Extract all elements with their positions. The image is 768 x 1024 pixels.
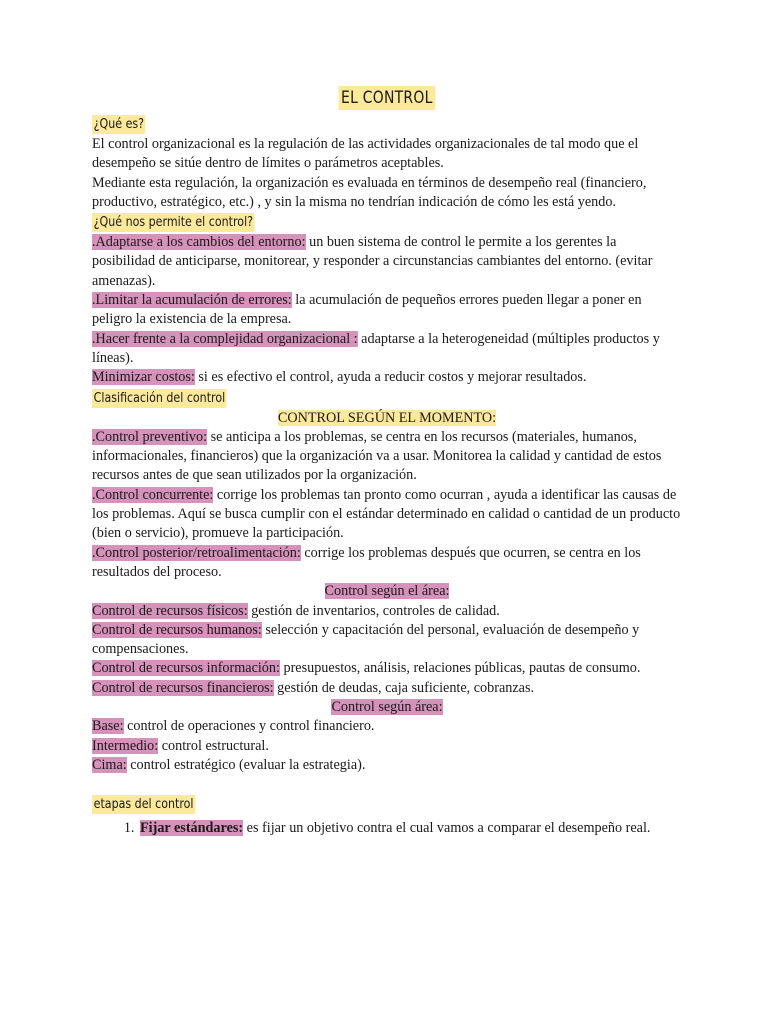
item-label: Control de recursos físicos: bbox=[92, 602, 248, 619]
momento-item bbox=[92, 428, 682, 486]
area-item bbox=[92, 679, 682, 698]
momento-item bbox=[92, 544, 682, 583]
item-text: corrige los problemas tan pronto como ocurran , ayuda a identificar las causas de los problemas. Aquí se busca cumplir con el estándar determinado en calidad o cantidad de un producto (bien o servicio), promueve la participación. bbox=[92, 486, 681, 542]
item-text: si es efectivo el control, ayuda a reducir costos y mejorar resultados. bbox=[194, 369, 587, 386]
subheading-area: Control según el área: bbox=[324, 583, 450, 600]
subheading-area-wrap bbox=[92, 582, 682, 601]
item-label: .Control preventivo: bbox=[92, 428, 208, 445]
item-text: selección y capacitación del personal, evaluación de desempeño y compensaciones. bbox=[92, 621, 640, 658]
item-label: .Hacer frente a la complejidad organizacional : bbox=[92, 330, 358, 347]
momento-item bbox=[92, 486, 682, 544]
item-text: control estructural. bbox=[158, 737, 269, 754]
spacer bbox=[92, 775, 682, 794]
item-label: Minimizar costos: bbox=[92, 369, 195, 386]
heading-clasificacion: Clasificación del control bbox=[93, 389, 226, 406]
item-label: Control de recursos financieros: bbox=[92, 679, 274, 696]
item-text: un buen sistema de control le permite a los gerentes la posibilidad de anticiparse, monitorear, y responder a circunstancias cambiantes del entorno. (evitar amenazas). bbox=[92, 234, 653, 289]
step-text: es fijar un objetivo contra el cual vamos a comparar el desempeño real. bbox=[243, 820, 651, 837]
heading-que-es: ¿Qué es? bbox=[93, 116, 145, 132]
area2-item bbox=[92, 756, 682, 775]
item-label: Control de recursos humanos: bbox=[92, 621, 262, 638]
item-label: Control de recursos información: bbox=[92, 660, 280, 677]
item-text: control estratégico (evaluar la estrategia). bbox=[126, 756, 366, 773]
heading-permite: ¿Qué nos permite el control? bbox=[93, 214, 254, 231]
subheading-momento: CONTROL SEGÚN EL MOMENTO: bbox=[277, 409, 497, 426]
heading-etapas: etapas del control bbox=[93, 796, 194, 813]
subheading-area2-wrap bbox=[92, 698, 682, 717]
step-label: Fijar estándares: bbox=[140, 820, 244, 837]
permite-item bbox=[92, 233, 682, 291]
document-title: EL CONTROL bbox=[339, 86, 435, 110]
item-label: Base: bbox=[92, 718, 124, 735]
item-label: .Adaptarse a los cambios del entorno: bbox=[92, 234, 306, 251]
subheading-area2: Control según área: bbox=[331, 699, 443, 716]
subheading-momento-wrap bbox=[92, 409, 682, 428]
item-text: gestión de inventarios, controles de calidad. bbox=[247, 602, 500, 619]
item-label: .Control posterior/retroalimentación: bbox=[92, 544, 301, 561]
item-text: adaptarse a la heterogeneidad (múltiples productos y líneas). bbox=[92, 330, 660, 366]
paragraph-regulation: Mediante esta regulación, la organización es evaluada en términos de desempeño real (financiero, productivo, estratégico, etc.) , y sin la misma no tendrían indicación de cómo les está yendo. bbox=[92, 174, 647, 210]
area-item bbox=[92, 621, 682, 660]
item-text: corrige los problemas después que ocurren, se centra en los resultados del proceso. bbox=[92, 544, 641, 580]
permite-item bbox=[92, 291, 682, 330]
area2-item bbox=[92, 717, 682, 736]
item-label: Intermedio: bbox=[92, 737, 159, 754]
permite-item bbox=[92, 330, 682, 369]
title-wrap bbox=[92, 86, 682, 110]
item-text: la acumulación de pequeños errores pueden llegar a poner en peligro la existencia de la empresa. bbox=[92, 292, 642, 328]
item-label: .Limitar la acumulación de errores: bbox=[92, 292, 292, 309]
area2-item bbox=[92, 737, 682, 756]
steps-list bbox=[92, 819, 682, 838]
permite-item bbox=[92, 368, 682, 387]
item-text: gestión de deudas, caja suficiente, cobranzas. bbox=[273, 679, 535, 696]
item-text: control de operaciones y control financiero. bbox=[123, 718, 375, 735]
item-text: presupuestos, análisis, relaciones públicas, pautas de consumo. bbox=[279, 660, 641, 677]
item-label: Cima: bbox=[92, 756, 127, 773]
item-label: .Control concurrente: bbox=[92, 486, 214, 503]
step-item bbox=[138, 819, 682, 838]
area-item bbox=[92, 602, 682, 621]
item-text: se anticipa a los problemas, se centra en los recursos (materiales, humanos, informacionales, financieros) que la organización va a usar. Monitorea la calidad y cantidad de estos recursos antes de que sean utilizados por la organización. bbox=[92, 428, 662, 484]
paragraph-definition: El control organizacional es la regulación de las actividades organizacionales de tal modo que el desempeño se sitúe dentro de límites o parámetros aceptables. bbox=[92, 136, 639, 172]
area-item bbox=[92, 659, 682, 678]
